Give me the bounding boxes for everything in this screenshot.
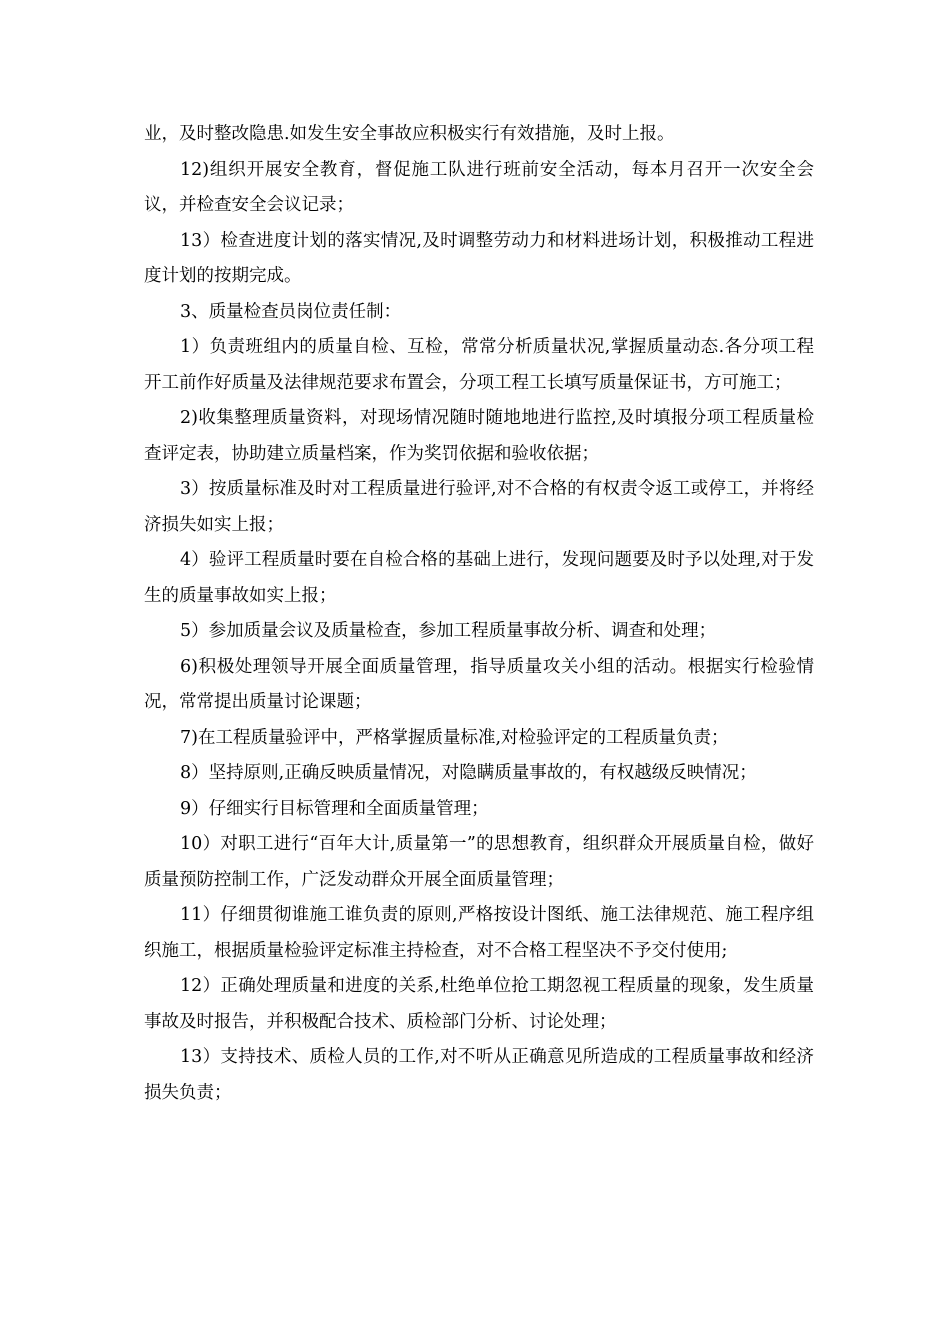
paragraph: 8）坚持原则,正确反映质量情况，对隐瞒质量事故的，有权越级反映情况； xyxy=(180,763,757,783)
paragraph: 12)组织开展安全教育，督促施工队进行班前安全活动，每本月召开一次安全会议，并检查安全会议记录； xyxy=(144,159,814,215)
paragraph: 10）对职工进行“百年大计,质量第一”的思想教育，组织群众开展质量自检，做好质量预防控制工作，广泛发动群众开展全面质量管理； xyxy=(144,834,814,890)
paragraph: 11）仔细贯彻谁施工谁负责的原则,严格按设计图纸、施工法律规范、施工程序组织施工，根据质量检验评定标准主持检查，对不合格工程坚决不予交付使用; xyxy=(144,905,814,961)
paragraph: 7)在工程质量验评中，严格掌握质量标准,对检验评定的工程质量负责； xyxy=(180,727,729,748)
paragraph: 3）按质量标准及时对工程质量进行验评,对不合格的有权责令返工或停工，并将经济损失如实上报； xyxy=(144,479,814,535)
paragraph: 4）验评工程质量时要在自检合格的基础上进行，发现问题要及时予以处理,对于发生的质量事故如实上报； xyxy=(144,550,814,606)
paragraph: 6)积极处理领导开展全面质量管理，指导质量攻关小组的活动。根据实行检验情况，常常提出质量讨论课题； xyxy=(144,656,814,712)
document-body xyxy=(144,117,814,1111)
paragraph: 2)收集整理质量资料，对现场情况随时随地地进行监控,及时填报分项工程质量检查评定表，协助建立质量档案，作为奖罚依据和验收依据； xyxy=(144,408,814,464)
paragraph: 12）正确处理质量和进度的关系,杜绝单位抢工期忽视工程质量的现象，发生质量事故及时报告，并积极配合技术、质检部门分析、讨论处理； xyxy=(144,976,814,1032)
paragraph: 9）仔细实行目标管理和全面质量管理； xyxy=(180,798,489,819)
paragraph: 5）参加质量会议及质量检查，参加工程质量事故分析、调查和处理； xyxy=(180,621,717,641)
paragraph: 13）支持技术、质检人员的工作,对不听从正确意见所造成的工程质量事故和经济损失负责； xyxy=(144,1047,814,1103)
paragraph: 业，及时整改隐患.如发生安全事故应积极实行有效措施，及时上报。 xyxy=(144,124,675,144)
paragraph: 13）检查进度计划的落实情况,及时调整劳动力和材料进场计划，积极推动工程进度计划的按期完成。 xyxy=(144,230,814,286)
paragraph: 1）负责班组内的质量自检、互检，常常分析质量状况,掌握质量动态.各分项工程开工前作好质量及法律规范要求布置会，分项工程工长填写质量保证书，方可施工； xyxy=(144,337,814,393)
section-heading: 3、质量检查员岗位责任制： xyxy=(180,301,402,322)
